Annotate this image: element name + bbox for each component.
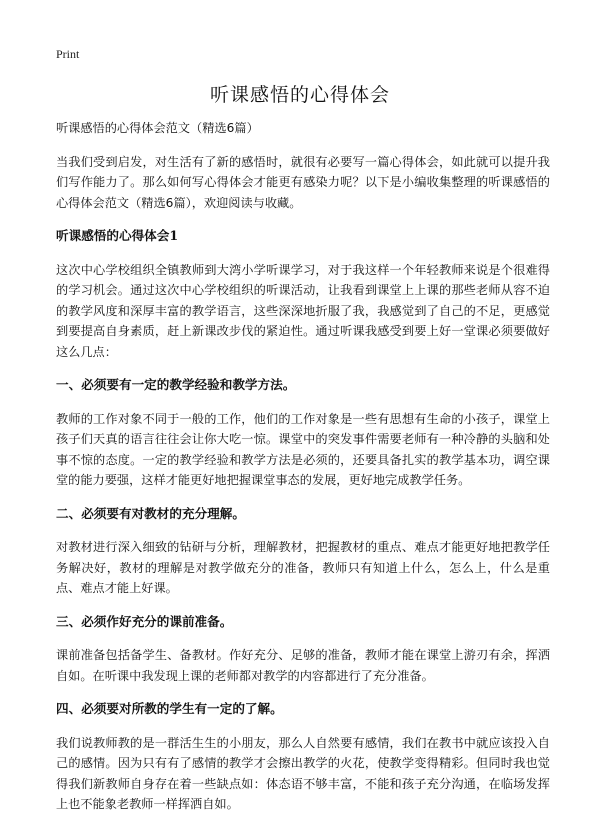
section-heading-5: 四、必须要对所教的学生有一定的了解。 — [56, 701, 283, 716]
section-paragraph-3: 对教材进行深入细致的钻研与分析，理解教材，把握教材的重点、难点才能更好地把教学任务解决好，教材的理解是对教学做充分的准备，教师只有知道上什么，怎么上，什么是重点、难点才能上好课。 — [56, 540, 550, 595]
section-heading-3: 二、必须要有对教材的充分理解。 — [56, 505, 245, 521]
section-heading-2: 一、必须要有一定的教学经验和教学方法。 — [56, 377, 296, 392]
article-subtitle: 听课感悟的心得体会范文（精选6篇） — [56, 121, 259, 135]
print-link[interactable]: Print — [56, 47, 80, 61]
section-paragraph-2: 教师的工作对象不同于一般的工作，他们的工作对象是一些有思想有生命的小孩子，课堂上孩子们天真的语言往往会让你大吃一惊。课堂中的突发事件需要老师有一种冷静的头脑和处事不惊的态度。一定的教学经验和教学方法是必须的，还要具备扎实的教学基本功，调空课堂的能力要强，这样才能更好地把握课堂事态的发展，更好地完成教学任务。 — [56, 411, 550, 487]
section-paragraph-1: 这次中心学校组织全镇教师到大湾小学听课学习，对于我这样一个年轻教师来说是个很难得的学习机会。通过这次中心学校组织的听课活动，让我看到课堂上上课的那些老师从容不迫的教学风度和深厚丰富的教学语言，这些深深地折服了我，我感觉到了自己的不足，更感觉到要提高自身素质，赶上新课改步伐的紧迫性。通过听课我感受到要上好一堂课必须要做好这么几点： — [56, 262, 550, 359]
section-paragraph-5: 我们说教师教的是一群活生生的小朋友，那么人自然要有感情，我们在教书中就应该投入自己的感情。因为只有有了感情的教学才会擦出教学的火花，使教学变得精彩。但同时我也觉得我们新教师自身存在着一些缺点如：体态语不够丰富，不能和孩子充分沟通，在临场发挥上也不能象老教师一样挥洒自如。 — [56, 735, 550, 811]
section-heading-4: 三、必须作好充分的课前准备。 — [56, 613, 233, 629]
article-body — [56, 118, 550, 828]
section-heading-1: 听课感悟的心得体会1 — [56, 228, 179, 243]
section-paragraph-4: 课前准备包括备学生、备教材。作好充分、足够的准备，教师才能在课堂上游刃有余，挥洒自如。在听课中我发现上课的老师都对教学的内容都进行了充分准备。 — [56, 648, 550, 683]
page-title: 听课感悟的心得体会 — [209, 84, 390, 106]
intro-paragraph: 当我们受到启发，对生活有了新的感悟时，就很有必要写一篇心得体会，如此就可以提升我们写作能力了。那么如何写心得体会才能更有感染力呢？以下是小编收集整理的听课感悟的心得体会范文（精选6篇），欢迎阅读与收藏。 — [56, 154, 550, 210]
